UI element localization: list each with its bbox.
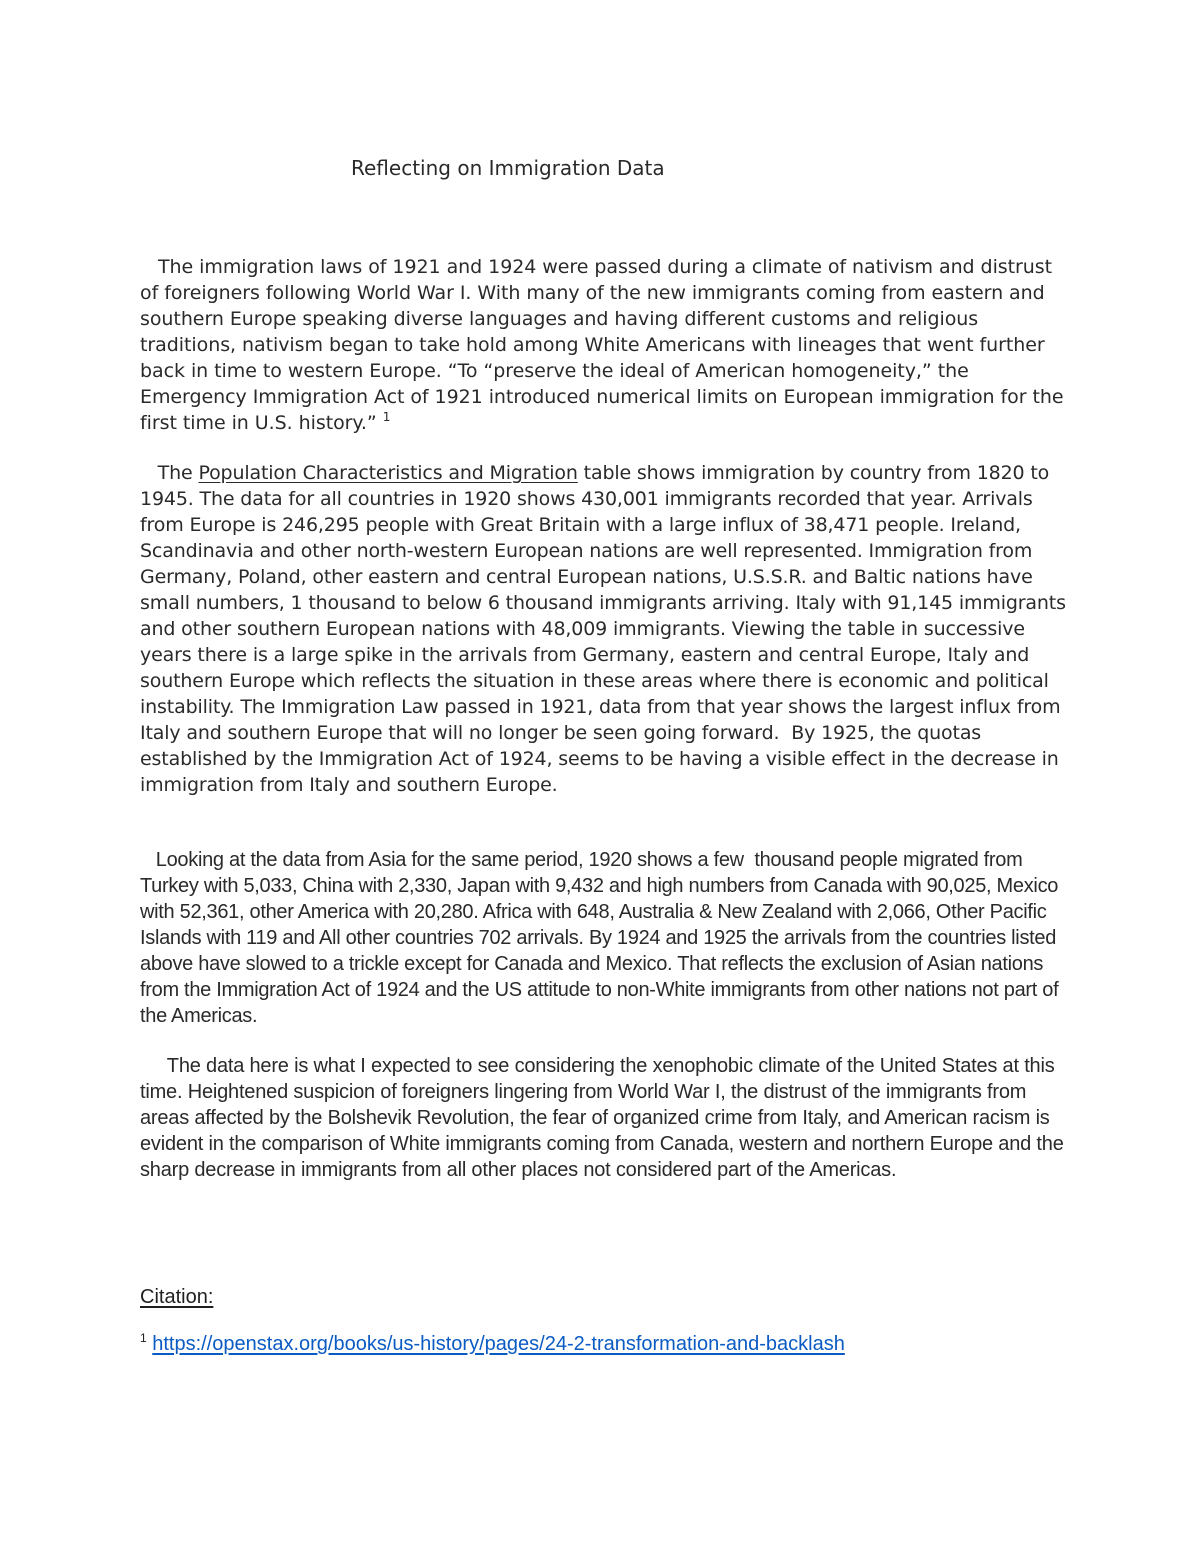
document-title: Reflecting on Immigration Data	[351, 156, 665, 180]
citation-footnote-number: 1	[140, 1331, 147, 1345]
paragraph-table-lead: The	[140, 462, 199, 484]
paragraph-table-text: table shows immigration by country from 1820 to 1945. The data for all countries in 1920 shows 430,001 immigrants recorded that year. Arrivals from Europe is 246,295 people with Great Britain with a large influx of 38,471 people. Ireland, Scandinavia and other north-western European nations are well represented. Immigration from Germany, Poland, other eastern and central European nations, U.S.S.R. and Baltic nations have small numbers, 1 thousand to below 6 thousand immigrants arriving. Italy with 91,145 immigrants and other southern European nations with 48,009 immigrants. Viewing the table in successive years there is a large spike in the arrivals from Germany, eastern and central Europe, Italy and southern Europe which reflects the situation in these areas where there is economic and political instability. The Immigration Law passed in 1921, data from that year shows the largest influx from Italy and southern Europe that will no longer be seen going forward. By 1925, the quotas established by the Immigration Act of 1924, seems to be having a visible effect in the decrease in immigration from Italy and southern Europe.	[140, 462, 1072, 796]
paragraph-intro	[140, 254, 1070, 436]
paragraph-intro-text: The immigration laws of 1921 and 1924 were passed during a climate of nativism and distrust of foreigners following World War I. With many of the new immigrants coming from eastern and southern Europe speaking diverse languages and having different customs and religious traditions, nativism began to take hold among White Americans with lineages that went further back in time to western Europe. “To “preserve the ideal of American homogeneity,” the Emergency Immigration Act of 1921 introduced numerical limits on European immigration for the first time in U.S. history.”	[140, 256, 1070, 434]
footnote-reference[interactable]: 1	[382, 410, 391, 424]
paragraph-asia-analysis: Looking at the data from Asia for the same period, 1920 shows a few thousand people migrated from Turkey with 5,033, China with 2,330, Japan with 9,432 and high numbers from Canada with 90,025, Mexico with 52,361, other America with 20,280. Africa with 648, Australia & New Zealand with 2,066, Other Pacific Islands with 119 and All other countries 702 arrivals. By 1924 and 1925 the arrivals from the countries listed above have slowed to a trickle except for Canada and Mexico. That reflects the exclusion of Asian nations from the Immigration Act of 1924 and the US attitude to non-White immigrants from other nations not part of the Americas.	[140, 849, 1064, 1027]
citation-entry	[140, 1331, 845, 1357]
citation-heading: Citation:	[140, 1286, 214, 1308]
paragraph-table-analysis	[140, 460, 1070, 798]
paragraph-conclusion: The data here is what I expected to see considering the xenophobic climate of the United States at this time. Heightened suspicion of foreigners lingering from World War I, the distrust of the immigrants from areas affected by the Bolshevik Revolution, the fear of organized crime from Italy, and American racism is evident in the comparison of White immigrants coming from Canada, western and northern Europe and the sharp decrease in immigrants from all other places not considered part of the Americas.	[140, 1055, 1069, 1181]
table-reference-link[interactable]: Population Characteristics and Migration	[198, 462, 578, 484]
citation-link[interactable]: https://openstax.org/books/us-history/pages/24-2-transformation-and-backlash	[152, 1333, 845, 1355]
